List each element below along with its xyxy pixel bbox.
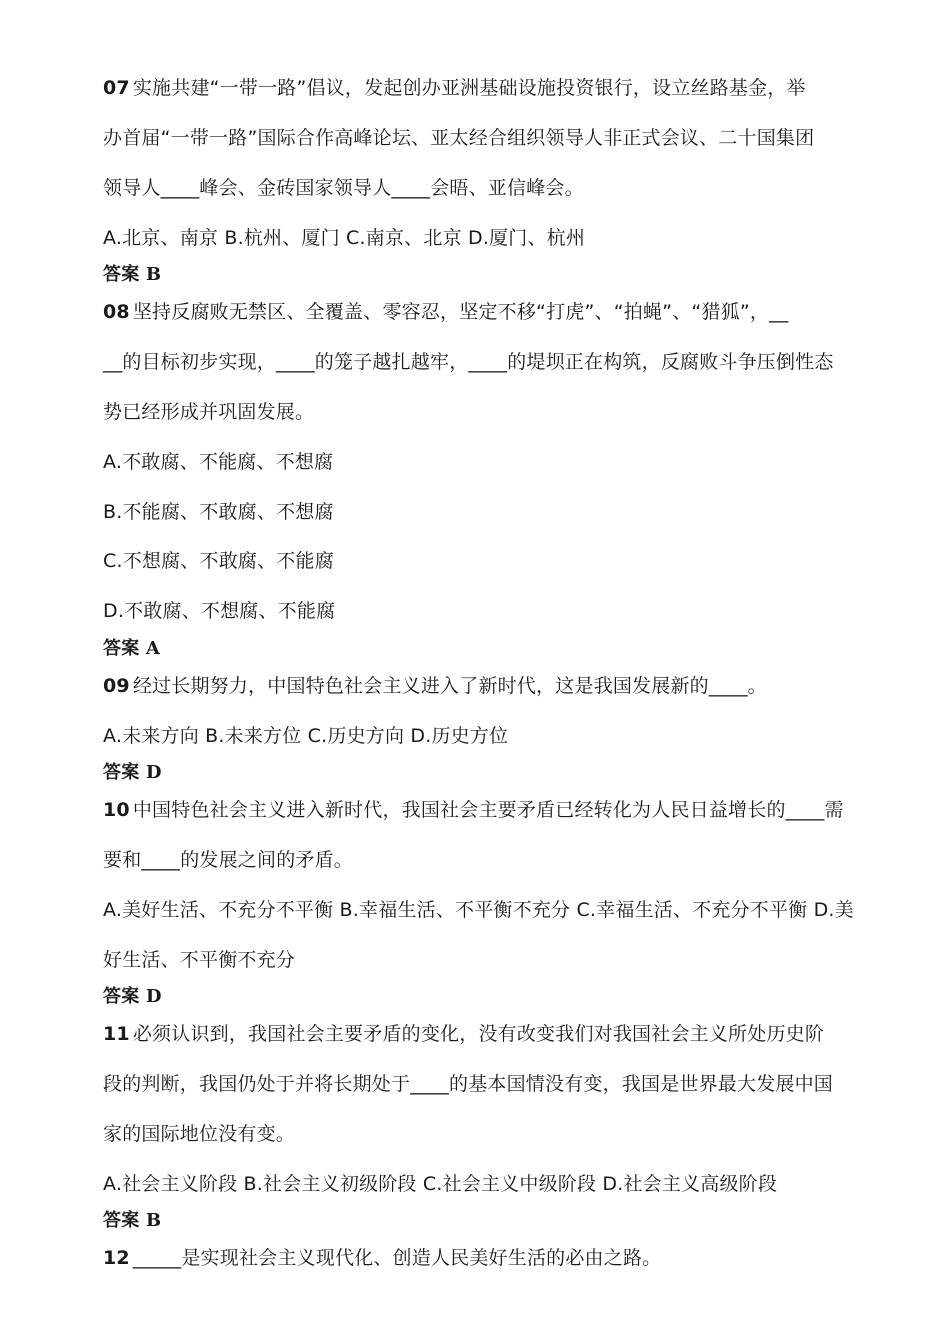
question-10-options-line-2: 好生活、不平衡不充分 [103,949,296,971]
question-10-answer: 答案 D [103,986,162,1007]
question-12-line-1 [103,1246,661,1270]
question-08-option-c: C.不想腐、不敢腐、不能腐 [103,550,334,572]
question-07-line-1 [103,76,806,100]
question-11-line-2: 段的判断，我国仍处于并将长期处于____的基本国情没有变，我国是世界最大发展中国 [103,1073,834,1095]
question-10-line-1 [103,798,844,822]
question-09-answer: 答案 D [103,762,162,783]
question-11-options: A.社会主义阶段 B.社会主义初级阶段 C.社会主义中级阶段 D.社会主义高级阶段 [103,1173,778,1195]
question-12-number: 12 [103,1247,130,1269]
question-07-options: A.北京、南京 B.杭州、厦门 C.南京、北京 D.厦门、杭州 [103,227,586,249]
question-08-stem: 坚持反腐败无禁区、全覆盖、零容忍，坚定不移“打虎”、“拍蝇”、“猎狐”，__ [132,301,789,323]
question-08-line-2: __的目标初步实现，____的笼子越扎越牢，____的堤坝正在构筑，反腐败斗争压倒性态 [103,351,834,373]
question-08-number: 08 [103,301,130,323]
question-10-options-line-1: A.美好生活、不充分不平衡 B.幸福生活、不平衡不充分 C.幸福生活、不充分不平衡 D.美 [103,899,854,921]
question-08-answer: 答案 A [103,638,161,659]
question-11-number: 11 [103,1023,130,1045]
question-07-line-3: 领导人____峰会、金砖国家领导人____会晤、亚信峰会。 [103,177,584,199]
question-07-stem: 实施共建“一带一路”倡议，发起创办亚洲基础设施投资银行，设立丝路基金，举 [132,77,806,99]
question-11-stem: 必须认识到，我国社会主要矛盾的变化，没有改变我们对我国社会主义所处历史阶 [132,1023,825,1045]
question-09-stem: 经过长期努力，中国特色社会主义进入了新时代，这是我国发展新的____。 [132,675,767,697]
question-08-line-3: 势已经形成并巩固发展。 [103,401,315,423]
question-07-answer: 答案 B [103,264,162,285]
question-08-option-d: D.不敢腐、不想腐、不能腐 [103,600,336,622]
question-09-number: 09 [103,675,130,697]
question-11-line-3: 家的国际地位没有变。 [103,1123,296,1145]
question-08-option-b: B.不能腐、不敢腐、不想腐 [103,501,334,523]
question-09-line-1 [103,674,767,698]
question-10-line-2: 要和____的发展之间的矛盾。 [103,849,354,871]
question-11-line-1 [103,1022,824,1046]
question-11-answer: 答案 B [103,1210,162,1231]
question-10-number: 10 [103,799,130,821]
question-09-options: A.未来方向 B.未来方位 C.历史方向 D.历史方位 [103,725,509,747]
question-07-line-2: 办首届“一带一路”国际合作高峰论坛、亚太经合组织领导人非正式会议、二十国集团 [103,127,815,149]
question-08-line-1 [103,300,789,324]
question-07-number: 07 [103,77,130,99]
question-08-option-a: A.不敢腐、不能腐、不想腐 [103,451,334,473]
question-12-stem: _____是实现社会主义现代化、创造人民美好生活的必由之路。 [132,1247,662,1269]
question-10-stem: 中国特色社会主义进入新时代，我国社会主要矛盾已经转化为人民日益增长的____需 [132,799,844,821]
